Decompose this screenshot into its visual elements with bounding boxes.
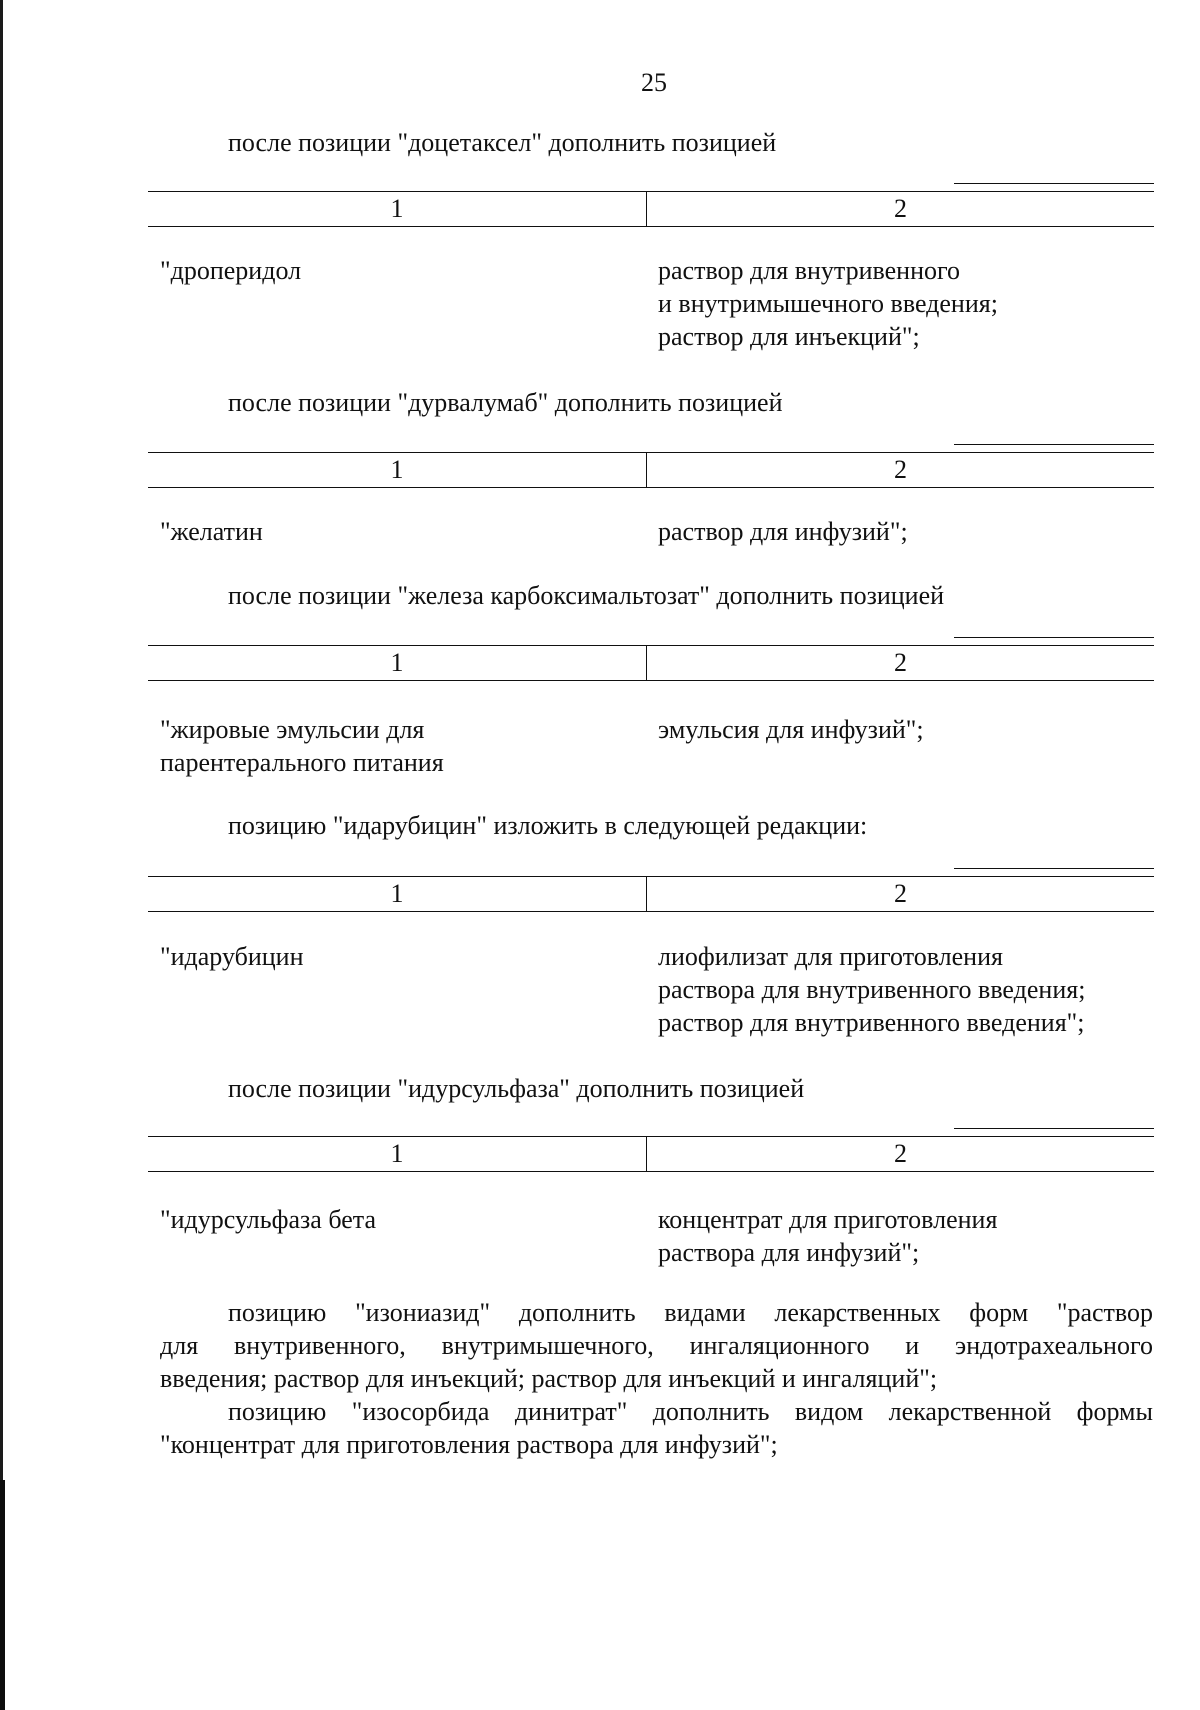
column-header-1: 1: [390, 1139, 404, 1168]
dosage-forms: [658, 515, 1158, 548]
drug-name: [160, 515, 600, 548]
header-rule: [954, 1128, 1154, 1129]
header-rule: [954, 183, 1154, 184]
dosage-form-line: раствор для внутривенного: [658, 256, 960, 285]
section-intro: после позиции "идурсульфаза" дополнить позицией: [228, 1074, 805, 1103]
header-rule: [954, 444, 1154, 445]
column-header-1: 1: [390, 879, 404, 908]
column-header-2: 2: [894, 648, 907, 677]
word: лекарственных: [774, 1298, 941, 1327]
dosage-form-line: раствора для внутривенного введения;: [658, 975, 1086, 1004]
paragraph-line: [160, 1329, 1153, 1362]
word: дополнить: [518, 1298, 636, 1327]
word: динитрат": [514, 1397, 628, 1426]
word: "раствор: [1056, 1298, 1153, 1327]
drug-name: [160, 713, 600, 779]
drug-name-line: "идурсульфаза бета: [160, 1205, 376, 1234]
column-header-1: 1: [390, 648, 404, 677]
word: ингаляционного: [689, 1331, 870, 1360]
section-intro: позицию "идарубицин" изложить в следующей редакции:: [228, 811, 868, 840]
scan-border-left: [0, 0, 3, 1710]
header-rule: [954, 868, 1154, 869]
table-header: [148, 876, 1154, 912]
column-header-2: 2: [894, 879, 907, 908]
drug-name-line: "дроперидол: [160, 256, 302, 285]
section-intro: после позиции "дурвалумаб" дополнить позицией: [228, 388, 783, 417]
dosage-form-line: раствора для инфузий";: [658, 1238, 920, 1267]
table-header: [148, 1136, 1154, 1172]
drug-name-line: "жировые эмульсии для: [160, 715, 425, 744]
word: "изониазид": [355, 1298, 491, 1327]
word: внутривенного,: [234, 1331, 406, 1360]
drug-name-line: "желатин: [160, 517, 263, 546]
paragraph-line: введения; раствор для инъекций; раствор для инъекций и ингаляций";: [160, 1364, 938, 1393]
column-header-2: 2: [894, 455, 907, 484]
dosage-forms: [658, 713, 1158, 746]
word: для: [160, 1331, 199, 1360]
dosage-form-line: раствор для инъекций";: [658, 322, 920, 351]
dosage-form-line: эмульсия для инфузий";: [658, 715, 924, 744]
drug-name: [160, 254, 600, 287]
word: видами: [664, 1298, 746, 1327]
word: и: [905, 1331, 920, 1360]
dosage-form-line: и внутримышечного введения;: [658, 289, 998, 318]
table-header: [148, 191, 1154, 227]
dosage-form-line: концентрат для приготовления: [658, 1205, 998, 1234]
column-header-1: 1: [390, 455, 404, 484]
header-rule: [954, 637, 1154, 638]
dosage-forms: [658, 1203, 1158, 1269]
amendment-paragraph: [160, 1395, 1153, 1461]
table-header: [148, 452, 1154, 488]
paragraph-line: [160, 1395, 1153, 1428]
dosage-forms: [658, 254, 1158, 353]
column-header-1: 1: [390, 194, 404, 223]
word: дополнить: [652, 1397, 770, 1426]
section-intro: после позиции "доцетаксел" дополнить позицией: [228, 128, 777, 157]
dosage-forms: [658, 940, 1158, 1039]
dosage-form-line: раствор для внутривенного введения";: [658, 1008, 1085, 1037]
word: эндотрахеального: [955, 1331, 1153, 1360]
page-number: 25: [641, 68, 667, 97]
dosage-form-line: лиофилизат для приготовления: [658, 942, 1003, 971]
drug-name-line: парентерального питания: [160, 748, 444, 777]
drug-name-line: "идарубицин: [160, 942, 304, 971]
amendment-paragraph: [160, 1296, 1153, 1395]
word: позицию: [228, 1397, 327, 1426]
column-header-2: 2: [894, 194, 907, 223]
word: форм: [969, 1298, 1029, 1327]
paragraph-line: "концентрат для приготовления раствора для инфузий";: [160, 1430, 778, 1459]
drug-name: [160, 1203, 600, 1236]
word: позицию: [228, 1298, 327, 1327]
word: лекарственной: [888, 1397, 1052, 1426]
dosage-form-line: раствор для инфузий";: [658, 517, 908, 546]
paragraph-line: [160, 1296, 1153, 1329]
table-header: [148, 645, 1154, 681]
word: "изосорбида: [351, 1397, 490, 1426]
section-intro: после позиции "железа карбоксимальтозат" дополнить позицией: [228, 581, 945, 610]
scan-border-left-lower: [0, 1480, 5, 1710]
word: видом: [794, 1397, 864, 1426]
column-header-2: 2: [894, 1139, 907, 1168]
word: внутримышечного,: [441, 1331, 654, 1360]
word: формы: [1076, 1397, 1153, 1426]
drug-name: [160, 940, 600, 973]
